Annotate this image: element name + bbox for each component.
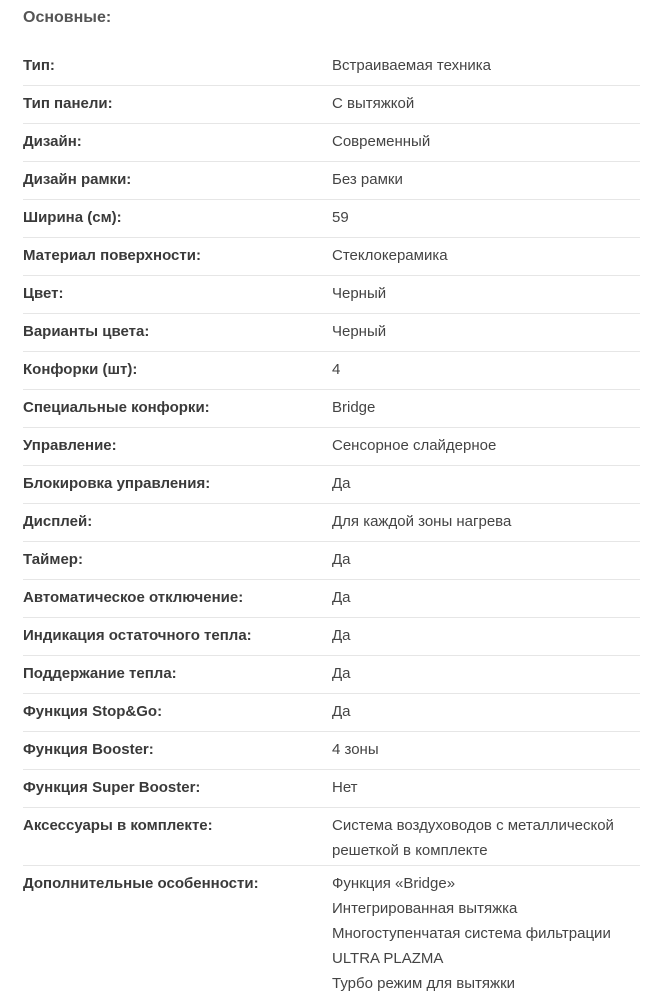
- spec-value-line: Нет: [332, 779, 358, 796]
- spec-name: Цвет:: [23, 285, 64, 302]
- spec-name: Дизайн:: [23, 133, 82, 150]
- spec-row: [23, 276, 640, 314]
- spec-value-line: Да: [332, 475, 351, 492]
- spec-name: Дополнительные особенности:: [23, 875, 259, 892]
- spec-row: [23, 866, 640, 998]
- spec-row: [23, 48, 640, 86]
- spec-value: [332, 159, 640, 199]
- spec-row: [23, 466, 640, 504]
- spec-name: Дисплей:: [23, 513, 93, 530]
- spec-name: Тип:: [23, 57, 55, 74]
- spec-value-line: Черный: [332, 323, 387, 340]
- spec-value: [332, 311, 640, 351]
- spec-value-line: Сенсорное слайдерное: [332, 437, 497, 454]
- spec-value-line: 4: [332, 361, 341, 378]
- spec-row: [23, 238, 640, 276]
- spec-row: [23, 732, 640, 770]
- spec-name: Автоматическое отключение:: [23, 589, 244, 606]
- spec-value-line: Без рамки: [332, 171, 403, 188]
- spec-value-line: Интегрированная вытяжка: [332, 900, 518, 917]
- spec-value-line: Bridge: [332, 399, 376, 416]
- spec-value: [332, 463, 640, 503]
- spec-value: [332, 653, 640, 693]
- spec-name: Материал поверхности:: [23, 247, 201, 264]
- spec-value: [332, 121, 640, 161]
- spec-value: [332, 539, 640, 579]
- spec-value: [332, 45, 640, 85]
- spec-name: Специальные конфорки:: [23, 399, 210, 416]
- spec-value: [332, 577, 640, 617]
- spec-value-line: Многоступенчатая система фильтрации: [332, 925, 611, 942]
- spec-name: Функция Super Booster:: [23, 779, 201, 796]
- spec-value: [332, 273, 640, 313]
- spec-row: [23, 162, 640, 200]
- spec-value-line: Система воздуховодов с металлической: [332, 817, 614, 834]
- spec-name: Тип панели:: [23, 95, 113, 112]
- spec-value-line: Да: [332, 703, 351, 720]
- spec-row: [23, 656, 640, 694]
- spec-row: [23, 390, 640, 428]
- spec-value-line: Турбо режим для вытяжки: [332, 975, 516, 992]
- spec-row: [23, 428, 640, 466]
- spec-value-line: 4 зоны: [332, 741, 379, 758]
- spec-value-line: Для каждой зоны нагрева: [332, 513, 512, 530]
- spec-name: Индикация остаточного тепла:: [23, 627, 252, 644]
- spec-value-line: Черный: [332, 285, 387, 302]
- spec-value: [332, 691, 640, 731]
- spec-value: [332, 863, 640, 998]
- spec-value: [332, 501, 640, 541]
- spec-row: [23, 808, 640, 866]
- spec-value: [332, 83, 640, 123]
- spec-row: [23, 580, 640, 618]
- spec-name: Аксессуары в комплекте:: [23, 817, 213, 834]
- spec-name: Ширина (см):: [23, 209, 122, 226]
- spec-value-line: Да: [332, 665, 351, 682]
- spec-name: Дизайн рамки:: [23, 171, 132, 188]
- spec-value-line: 59: [332, 209, 349, 226]
- spec-value-line: Да: [332, 589, 351, 606]
- spec-value: [332, 425, 640, 465]
- spec-value: [332, 387, 640, 427]
- spec-value: [332, 197, 640, 237]
- spec-name: Таймер:: [23, 551, 83, 568]
- spec-value: [332, 767, 640, 807]
- spec-row: [23, 314, 640, 352]
- section-title: Основные:: [23, 9, 112, 26]
- spec-value: [332, 235, 640, 275]
- spec-value-line: С вытяжкой: [332, 95, 415, 112]
- spec-table: [23, 48, 640, 998]
- spec-value-line: Стеклокерамика: [332, 247, 448, 264]
- spec-value: [332, 349, 640, 389]
- spec-value-line: Функция «Bridge»: [332, 875, 456, 892]
- spec-row: [23, 124, 640, 162]
- spec-row: [23, 504, 640, 542]
- spec-row: [23, 200, 640, 238]
- spec-row: [23, 542, 640, 580]
- spec-row: [23, 694, 640, 732]
- spec-value-line: Да: [332, 627, 351, 644]
- spec-row: [23, 86, 640, 124]
- spec-row: [23, 770, 640, 808]
- spec-value-line: Встраиваемая техника: [332, 57, 491, 74]
- spec-name: Блокировка управления:: [23, 475, 211, 492]
- spec-row: [23, 352, 640, 390]
- spec-value: [332, 729, 640, 769]
- spec-value-line: ULTRA PLAZMA: [332, 950, 444, 967]
- spec-row: [23, 618, 640, 656]
- spec-value: [332, 615, 640, 655]
- spec-value: [332, 805, 640, 865]
- spec-name: Варианты цвета:: [23, 323, 150, 340]
- spec-name: Конфорки (шт):: [23, 361, 138, 378]
- spec-name: Функция Stop&Go:: [23, 703, 163, 720]
- spec-name: Поддержание тепла:: [23, 665, 177, 682]
- spec-value-line: Современный: [332, 133, 431, 150]
- spec-value-line: Да: [332, 551, 351, 568]
- spec-name: Управление:: [23, 437, 117, 454]
- spec-value-line: решеткой в комплекте: [332, 842, 488, 859]
- spec-name: Функция Booster:: [23, 741, 154, 758]
